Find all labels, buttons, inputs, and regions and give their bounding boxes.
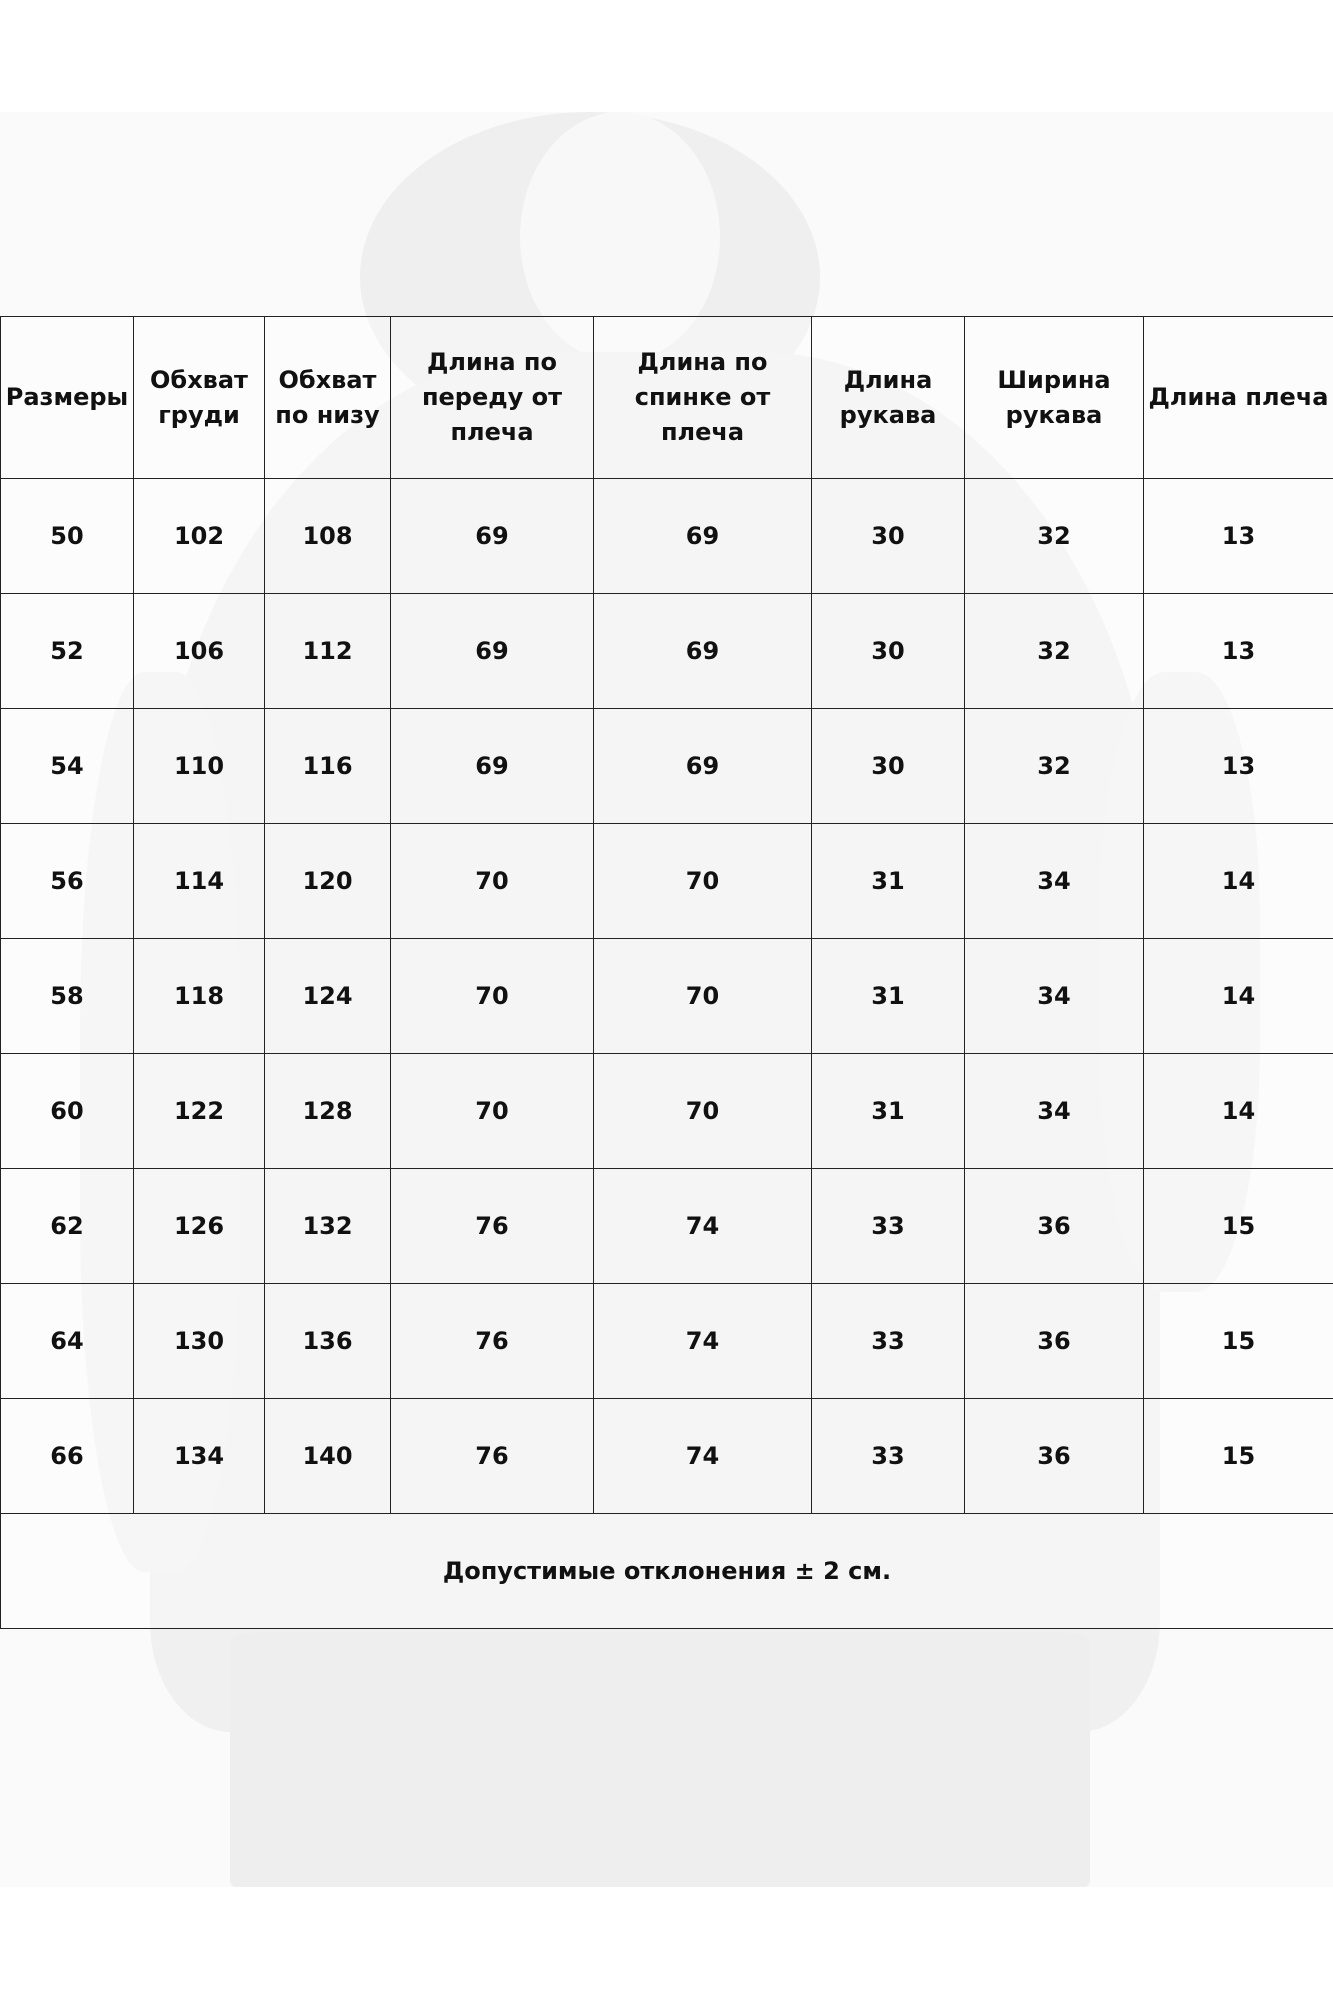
table-cell: 34	[965, 824, 1144, 939]
table-cell: 74	[594, 1169, 812, 1284]
table-header-row	[1, 317, 1333, 479]
table-cell: 136	[265, 1284, 391, 1399]
table-row	[1, 1399, 1333, 1514]
header-cell-sleeve-length: Длина рукава	[812, 317, 965, 479]
header-cell-front-length: Длина по переду от плеча	[391, 317, 594, 479]
table-cell: 32	[965, 479, 1144, 594]
table-cell: 36	[965, 1284, 1144, 1399]
table-row	[1, 1054, 1333, 1169]
table-cell: 70	[391, 824, 594, 939]
size-cell: 52	[1, 594, 134, 709]
table-cell: 34	[965, 1054, 1144, 1169]
table-cell: 69	[391, 479, 594, 594]
size-cell: 66	[1, 1399, 134, 1514]
size-cell: 60	[1, 1054, 134, 1169]
table-cell: 134	[134, 1399, 265, 1514]
table-cell: 112	[265, 594, 391, 709]
table-row	[1, 939, 1333, 1054]
table-cell: 30	[812, 479, 965, 594]
table-row	[1, 479, 1333, 594]
table-cell: 128	[265, 1054, 391, 1169]
table-cell: 70	[594, 939, 812, 1054]
table-cell: 70	[594, 1054, 812, 1169]
table-row	[1, 824, 1333, 939]
header-cell-shoulder-length: Длина плеча	[1144, 317, 1333, 479]
table-cell: 36	[965, 1399, 1144, 1514]
header-cell-chest: Обхват груди	[134, 317, 265, 479]
table-cell: 36	[965, 1169, 1144, 1284]
table-cell: 74	[594, 1284, 812, 1399]
table-cell: 15	[1144, 1399, 1333, 1514]
table-note-row	[1, 1514, 1333, 1629]
table-cell: 14	[1144, 939, 1333, 1054]
table-cell: 110	[134, 709, 265, 824]
table-cell: 108	[265, 479, 391, 594]
table-cell: 13	[1144, 709, 1333, 824]
size-cell: 58	[1, 939, 134, 1054]
table-cell: 30	[812, 594, 965, 709]
table-cell: 114	[134, 824, 265, 939]
table-cell: 70	[391, 1054, 594, 1169]
table-cell: 14	[1144, 1054, 1333, 1169]
table-cell: 69	[594, 594, 812, 709]
table-cell: 69	[391, 594, 594, 709]
table-cell: 13	[1144, 479, 1333, 594]
table-cell: 130	[134, 1284, 265, 1399]
table-cell: 70	[594, 824, 812, 939]
size-cell: 64	[1, 1284, 134, 1399]
table-cell: 106	[134, 594, 265, 709]
table-cell: 33	[812, 1399, 965, 1514]
table-cell: 15	[1144, 1284, 1333, 1399]
header-cell-hem: Обхват по низу	[265, 317, 391, 479]
size-cell: 54	[1, 709, 134, 824]
table-cell: 32	[965, 709, 1144, 824]
tolerance-note: Допустимые отклонения ± 2 см.	[1, 1514, 1333, 1629]
table-cell: 34	[965, 939, 1144, 1054]
table-cell: 76	[391, 1399, 594, 1514]
table-cell: 122	[134, 1054, 265, 1169]
table-cell: 102	[134, 479, 265, 594]
table-row	[1, 1284, 1333, 1399]
table-row	[1, 1169, 1333, 1284]
table-body	[1, 479, 1333, 1514]
table-cell: 140	[265, 1399, 391, 1514]
table-cell: 31	[812, 824, 965, 939]
table-cell: 70	[391, 939, 594, 1054]
header-cell-sleeve-width: Ширина рукава	[965, 317, 1144, 479]
size-cell: 62	[1, 1169, 134, 1284]
table-cell: 69	[594, 709, 812, 824]
table-cell: 126	[134, 1169, 265, 1284]
table-cell: 32	[965, 594, 1144, 709]
table-cell: 31	[812, 939, 965, 1054]
table-row	[1, 709, 1333, 824]
table-cell: 124	[265, 939, 391, 1054]
table-cell: 118	[134, 939, 265, 1054]
table-cell: 13	[1144, 594, 1333, 709]
table-cell: 14	[1144, 824, 1333, 939]
table-cell: 74	[594, 1399, 812, 1514]
table-cell: 69	[391, 709, 594, 824]
table-cell: 69	[594, 479, 812, 594]
table-cell: 76	[391, 1169, 594, 1284]
table-cell: 33	[812, 1169, 965, 1284]
table-cell: 31	[812, 1054, 965, 1169]
size-chart-table	[0, 316, 1333, 1629]
table-cell: 30	[812, 709, 965, 824]
table-cell: 116	[265, 709, 391, 824]
table-cell: 132	[265, 1169, 391, 1284]
size-cell: 50	[1, 479, 134, 594]
table-cell: 15	[1144, 1169, 1333, 1284]
table-cell: 76	[391, 1284, 594, 1399]
table-cell: 120	[265, 824, 391, 939]
header-cell-back-length: Длина по спинке от плеча	[594, 317, 812, 479]
table-row	[1, 594, 1333, 709]
size-cell: 56	[1, 824, 134, 939]
header-cell-size: Размеры	[1, 317, 134, 479]
table-cell: 33	[812, 1284, 965, 1399]
